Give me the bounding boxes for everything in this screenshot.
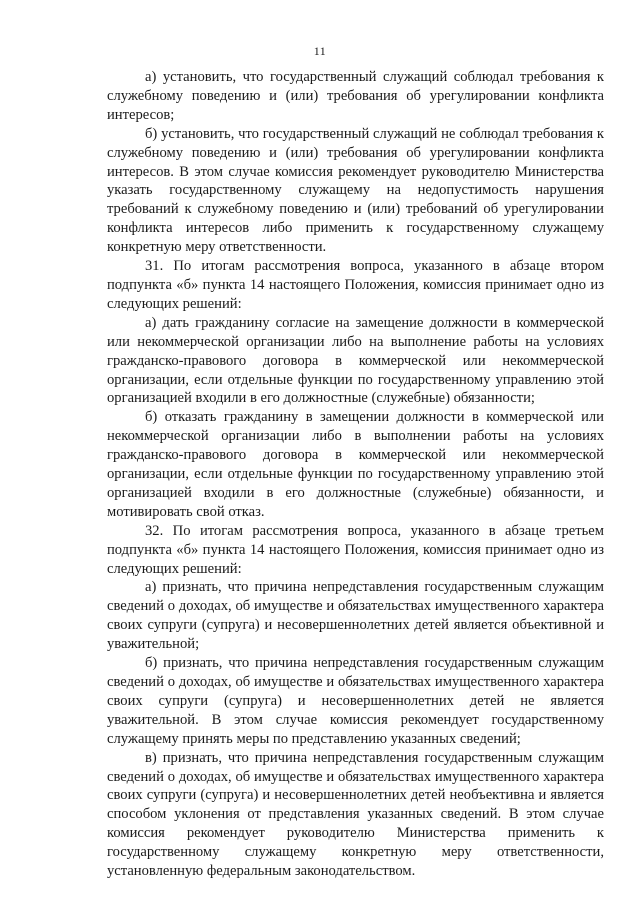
paragraph-30a: а) установить, что государственный служащий соблюдал требования к служебному поведению и (или) требования об урегулировании конфликта интересов;: [107, 69, 604, 123]
document-body: [107, 68, 604, 881]
paragraph-32: 32. По итогам рассмотрения вопроса, указанного в абзаце третьем подпункта «б» пункта 14 настоящего Положения, комиссия принимает одно из следующих решений:: [107, 522, 604, 577]
paragraph-31b: б) отказать гражданину в замещении должности в коммерческой или некоммерческой организации либо в выполнении работы на условиях гражданско-правового договора в коммерческой или некоммерческой организации, если отдельные функции по государственному управлению этой организацией входили в его должностные (служебные) обязанности, и мотивировать свой отказ.: [107, 409, 604, 520]
paragraph-31a: а) дать гражданину согласие на замещение должности в коммерческой или некоммерческой организации либо на выполнение работы на условиях гражданско-правового договора в коммерческой или некоммерческой организации, если отдельные функции по государственному управлению этой организацией входили в его должностные (служебные) обязанности;: [107, 314, 604, 407]
paragraph-31: 31. По итогам рассмотрения вопроса, указанного в абзаце втором подпункта «б» пункта 14 настоящего Положения, комиссия принимает одно из следующих решений:: [107, 258, 604, 312]
paragraph-32c: в) признать, что причина непредставления государственным служащим сведений о доходах, об имуществе и обязательствах имущественного характера своих супруги (супруга) и несовершеннолетних детей необъективна и является способом уклонения от представления указанных сведений. В этом случае комиссия рекомендует руководителю Министерства применить к государственному служащему конкретную меру ответственности, установленную федеральным законодательством.: [107, 749, 604, 880]
paragraph-30b: б) установить, что государственный служащий не соблюдал требования к служебному поведению и (или) требования об урегулировании конфликта интересов. В этом случае комиссия рекомендует руководителю Министерства указать государственному служащему на недопустимость нарушения требований к служебному поведению и (или) требований об урегулировании конфликта интересов либо применить к государственному служащему конкретную меру ответственности.: [107, 125, 604, 256]
page-number: 11: [313, 44, 327, 58]
paragraph-32b: б) признать, что причина непредставления государственным служащим сведений о доходах, об имуществе и обязательствах имущественного характера своих супруги (супруга) и несовершеннолетних детей не является уважительной. В этом случае комиссия рекомендует государственному служащему принять меры по представлению указанных сведений;: [107, 655, 604, 747]
paragraph-32a: а) признать, что причина непредставления государственным служащим сведений о доходах, об имуществе и обязательствах имущественного характера своих супруги (супруга) и несовершеннолетних детей является объективной и уважительной;: [107, 579, 604, 653]
